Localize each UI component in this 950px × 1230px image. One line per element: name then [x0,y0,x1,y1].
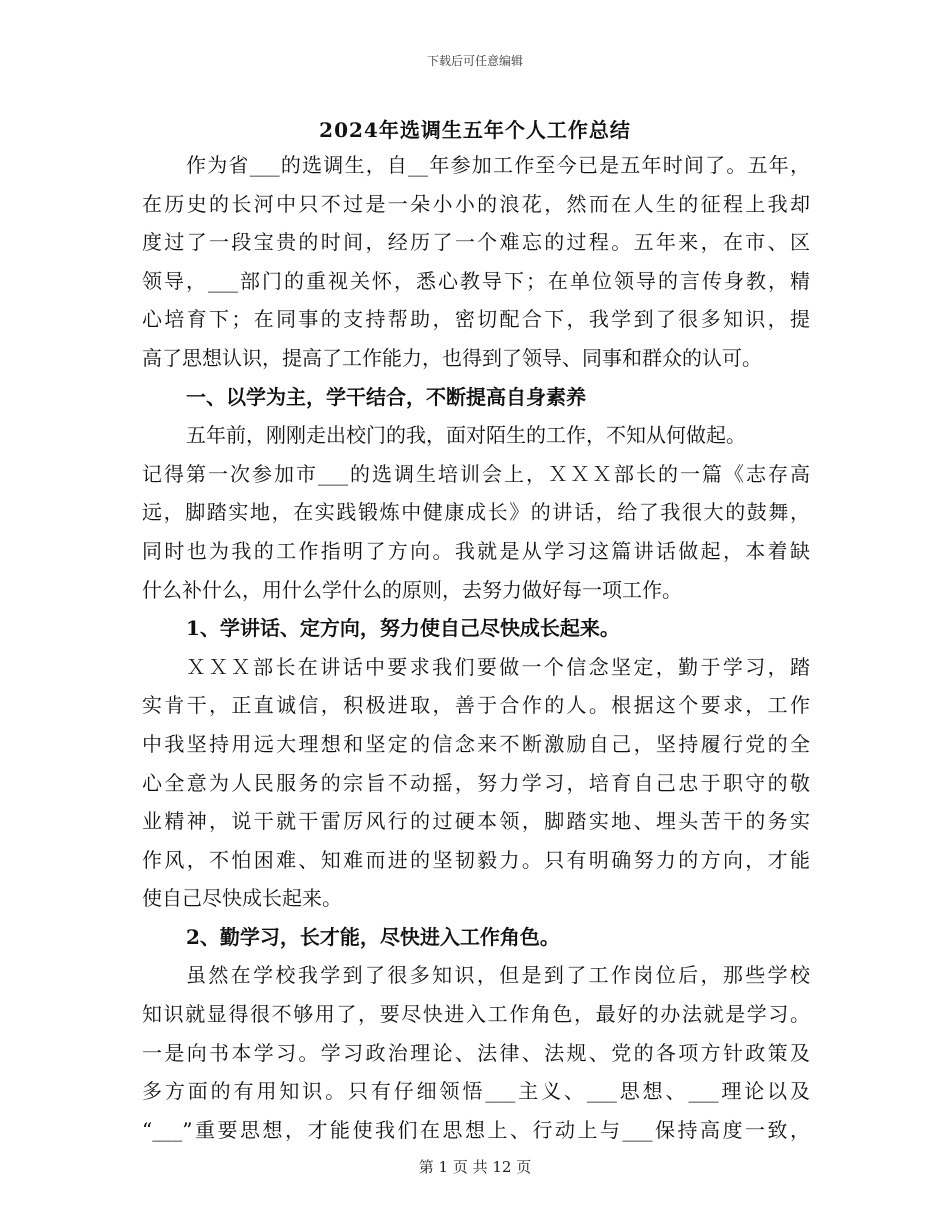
paragraph-line: 心全意为人民服务的宗旨不动摇，努力学习，培育自己忠于职守的敬 [142,770,810,795]
document-title: 2024年选调生五年个人工作总结 [319,118,631,142]
paragraph-line: 作为省___的选调生，自__年参加工作至今已是五年时间了。五年， [186,153,810,177]
paragraph-line: 知识就显得很不够用了，要尽快进入工作角色，最好的办法就是学习。 [142,1002,810,1027]
paragraph-line: 远，脚踏实地，在实践锻炼中健康成长》的讲话，给了我很大的鼓舞， [142,500,810,525]
paragraph-line: 使自己尽快成长起来。 [142,886,342,911]
document-body [142,146,810,1149]
page-number: 第 1 页 共 12 页 [418,1158,532,1176]
paragraph-line: 实肯干，正直诚信，积极进取，善于合作的人。根据这个要求，工作 [142,693,810,718]
paragraph-line: 业精神，说干就干雷厉风行的过硬本领，脚踏实地、埋头苦干的务实 [142,809,810,834]
section-heading: 2、勤学习，长才能，尽快进入工作角色。 [186,924,560,949]
paragraph-line: 作风，不怕困难、知难而进的坚韧毅力。只有明确努力的方向，才能 [142,847,810,872]
paragraph-line: 在历史的长河中只不过是一朵小小的浪花，然而在人生的征程上我却 [142,191,810,216]
paragraph-line: 心培育下；在同事的支持帮助，密切配合下，我学到了很多知识，提 [142,307,810,332]
paragraph-line: 什么补什么，用什么学什么的原则，去努力做好每一项工作。 [142,577,682,602]
paragraph-line: 一是向书本学习。学习政治理论、法律、法规、党的各项方针政策及 [142,1040,810,1065]
section-heading: 1、学讲话、定方向，努力使自己尽快成长起来。 [186,616,620,641]
header-note: 下载后可任意编辑 [426,54,523,68]
paragraph-line: 度过了一段宝贵的时间，经历了一个难忘的过程。五年来，在市、区 [142,230,810,255]
paragraph-line: 领导，___部门的重视关怀，悉心教导下；在单位领导的言传身教，精 [142,268,810,293]
paragraph-line: 多方面的有用知识。只有仔细领悟___主义、___思想、___理论以及 [142,1079,810,1104]
paragraph-line: ＸＸＸ部长在讲话中要求我们要做一个信念坚定，勤于学习，踏 [186,654,810,679]
paragraph-line: “___”重要思想，才能使我们在思想上、行动上与___保持高度一致， [142,1117,810,1142]
paragraph-line: 记得第一次参加市___的选调生培训会上，ＸＸＸ部长的一篇《志存高 [142,461,810,486]
paragraph-line: 高了思想认识，提高了工作能力，也得到了领导、同事和群众的认可。 [142,345,762,370]
paragraph-line: 中我坚持用远大理想和坚定的信念来不断激励自己，坚持履行党的全 [142,731,810,756]
paragraph-line: 虽然在学校我学到了很多知识，但是到了工作岗位后，那些学校 [186,963,810,988]
section-heading: 一、以学为主，学干结合，不断提高自身素养 [186,384,586,409]
paragraph-line: 五年前，刚刚走出校门的我，面对陌生的工作，不知从何做起。 [186,423,746,448]
paragraph-line: 同时也为我的工作指明了方向。我就是从学习这篇讲话做起，本着缺 [142,538,810,563]
